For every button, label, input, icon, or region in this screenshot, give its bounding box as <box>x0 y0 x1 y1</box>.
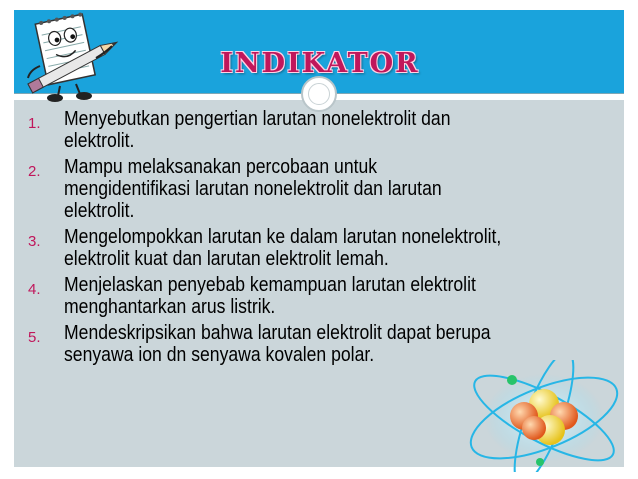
item-text-line: elektrolit. <box>64 130 135 152</box>
item-text-line: elektrolit. <box>64 200 135 222</box>
item-number: 2. <box>28 163 41 180</box>
list-item <box>20 156 620 222</box>
list-item <box>20 226 620 270</box>
indicator-list <box>20 108 620 370</box>
list-item <box>20 108 620 152</box>
item-text-line: menghantarkan arus listrik. <box>64 296 276 318</box>
item-text-line: Menjelaskan penyebab kemampuan larutan elektrolit <box>64 274 476 296</box>
pencil-notepad-mascot-icon <box>18 8 130 104</box>
item-text-line: senyawa ion dn senyawa kovalen polar. <box>64 344 375 366</box>
item-text-line: Mengelompokkan larutan ke dalam larutan nonelektrolit, <box>64 226 502 248</box>
item-number: 5. <box>28 329 41 346</box>
item-text-line: Mampu melaksanakan percobaan untuk <box>64 156 378 178</box>
atom-model-icon <box>452 360 632 472</box>
item-number: 4. <box>28 281 41 298</box>
item-number: 1. <box>28 115 41 132</box>
page-title: INDIKATOR <box>220 48 420 79</box>
item-text-line: Menyebutkan pengertian larutan nonelektrolit dan <box>64 108 451 130</box>
item-number: 3. <box>28 233 41 250</box>
item-text-line: mengidentifikasi larutan nonelektrolit dan larutan <box>64 178 442 200</box>
item-text-line: elektrolit kuat dan larutan elektrolit lemah. <box>64 248 389 270</box>
item-text-line: Mendeskripsikan bahwa larutan elektrolit dapat berupa <box>64 322 491 344</box>
divider-circle-inner <box>308 83 330 105</box>
list-item <box>20 274 620 318</box>
